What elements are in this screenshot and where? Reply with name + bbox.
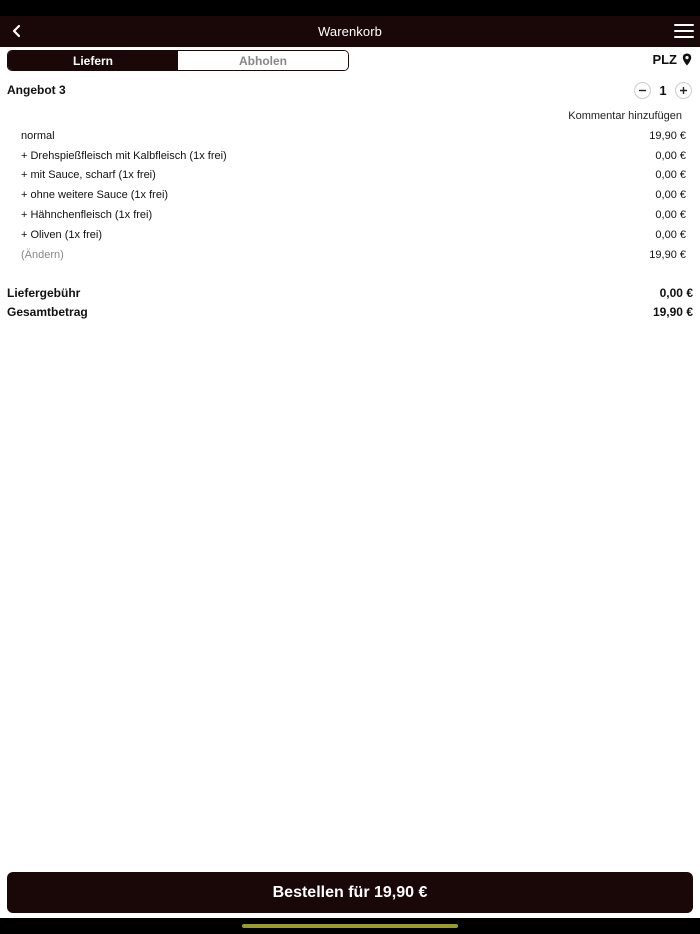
list-item xyxy=(21,245,686,265)
option-price: 19,90 € xyxy=(649,129,686,142)
option-price: 0,00 € xyxy=(655,209,686,222)
nav-bar xyxy=(0,16,700,47)
item-subtotal: 19,90 € xyxy=(649,248,686,261)
option-label: + ohne weitere Sauce (1x frei) xyxy=(21,189,169,202)
option-price: 0,00 € xyxy=(655,169,686,182)
total-value: 19,90 € xyxy=(652,304,693,319)
hamburger-icon xyxy=(674,24,694,26)
plz-selector[interactable] xyxy=(652,52,692,67)
delivery-fee-value: 0,00 € xyxy=(659,286,693,301)
option-label: + Hähnchenfleisch (1x frei) xyxy=(21,209,153,222)
list-item xyxy=(21,166,686,186)
delivery-fee-row xyxy=(7,284,693,303)
status-bar xyxy=(0,0,700,16)
product-name: Angebot 3 xyxy=(7,83,66,97)
delivery-mode-toggle xyxy=(7,50,349,71)
order-totals xyxy=(7,284,693,321)
page-title: Warenkorb xyxy=(318,24,382,39)
list-item xyxy=(21,205,686,225)
quantity-stepper xyxy=(634,82,692,99)
list-item xyxy=(21,126,686,146)
product-options-list xyxy=(21,126,686,265)
quantity-value: 1 xyxy=(659,83,667,98)
map-pin-icon xyxy=(682,53,692,66)
option-label: + mit Sauce, scharf (1x frei) xyxy=(21,169,156,182)
option-label: + Oliven (1x frei) xyxy=(21,228,102,241)
option-price: 0,00 € xyxy=(655,228,686,241)
back-button[interactable] xyxy=(6,20,28,42)
decrease-quantity-button[interactable] xyxy=(634,82,651,99)
chevron-left-icon xyxy=(11,24,23,38)
tab-liefern[interactable]: Liefern xyxy=(8,51,178,70)
tab-abholen[interactable]: Abholen xyxy=(178,51,348,70)
change-options-link[interactable]: (Ändern) xyxy=(21,248,64,261)
total-row xyxy=(7,303,693,322)
list-item xyxy=(21,225,686,245)
list-item xyxy=(21,146,686,166)
order-button[interactable]: Bestellen für 19,90 € xyxy=(7,872,693,913)
add-comment-link[interactable]: Kommentar hinzufügen xyxy=(568,110,682,122)
option-price: 0,00 € xyxy=(655,189,686,202)
plus-icon xyxy=(679,86,688,95)
menu-button[interactable] xyxy=(674,21,694,41)
plz-label: PLZ xyxy=(652,52,677,67)
home-indicator xyxy=(242,924,458,928)
minus-icon xyxy=(638,86,647,95)
list-item xyxy=(21,185,686,205)
delivery-fee-label: Liefergebühr xyxy=(7,286,81,301)
option-price: 0,00 € xyxy=(655,149,686,162)
increase-quantity-button[interactable] xyxy=(675,82,692,99)
option-label: normal xyxy=(21,129,55,142)
total-label: Gesamtbetrag xyxy=(7,304,88,319)
option-label: + Drehspießfleisch mit Kalbfleisch (1x frei) xyxy=(21,149,227,162)
